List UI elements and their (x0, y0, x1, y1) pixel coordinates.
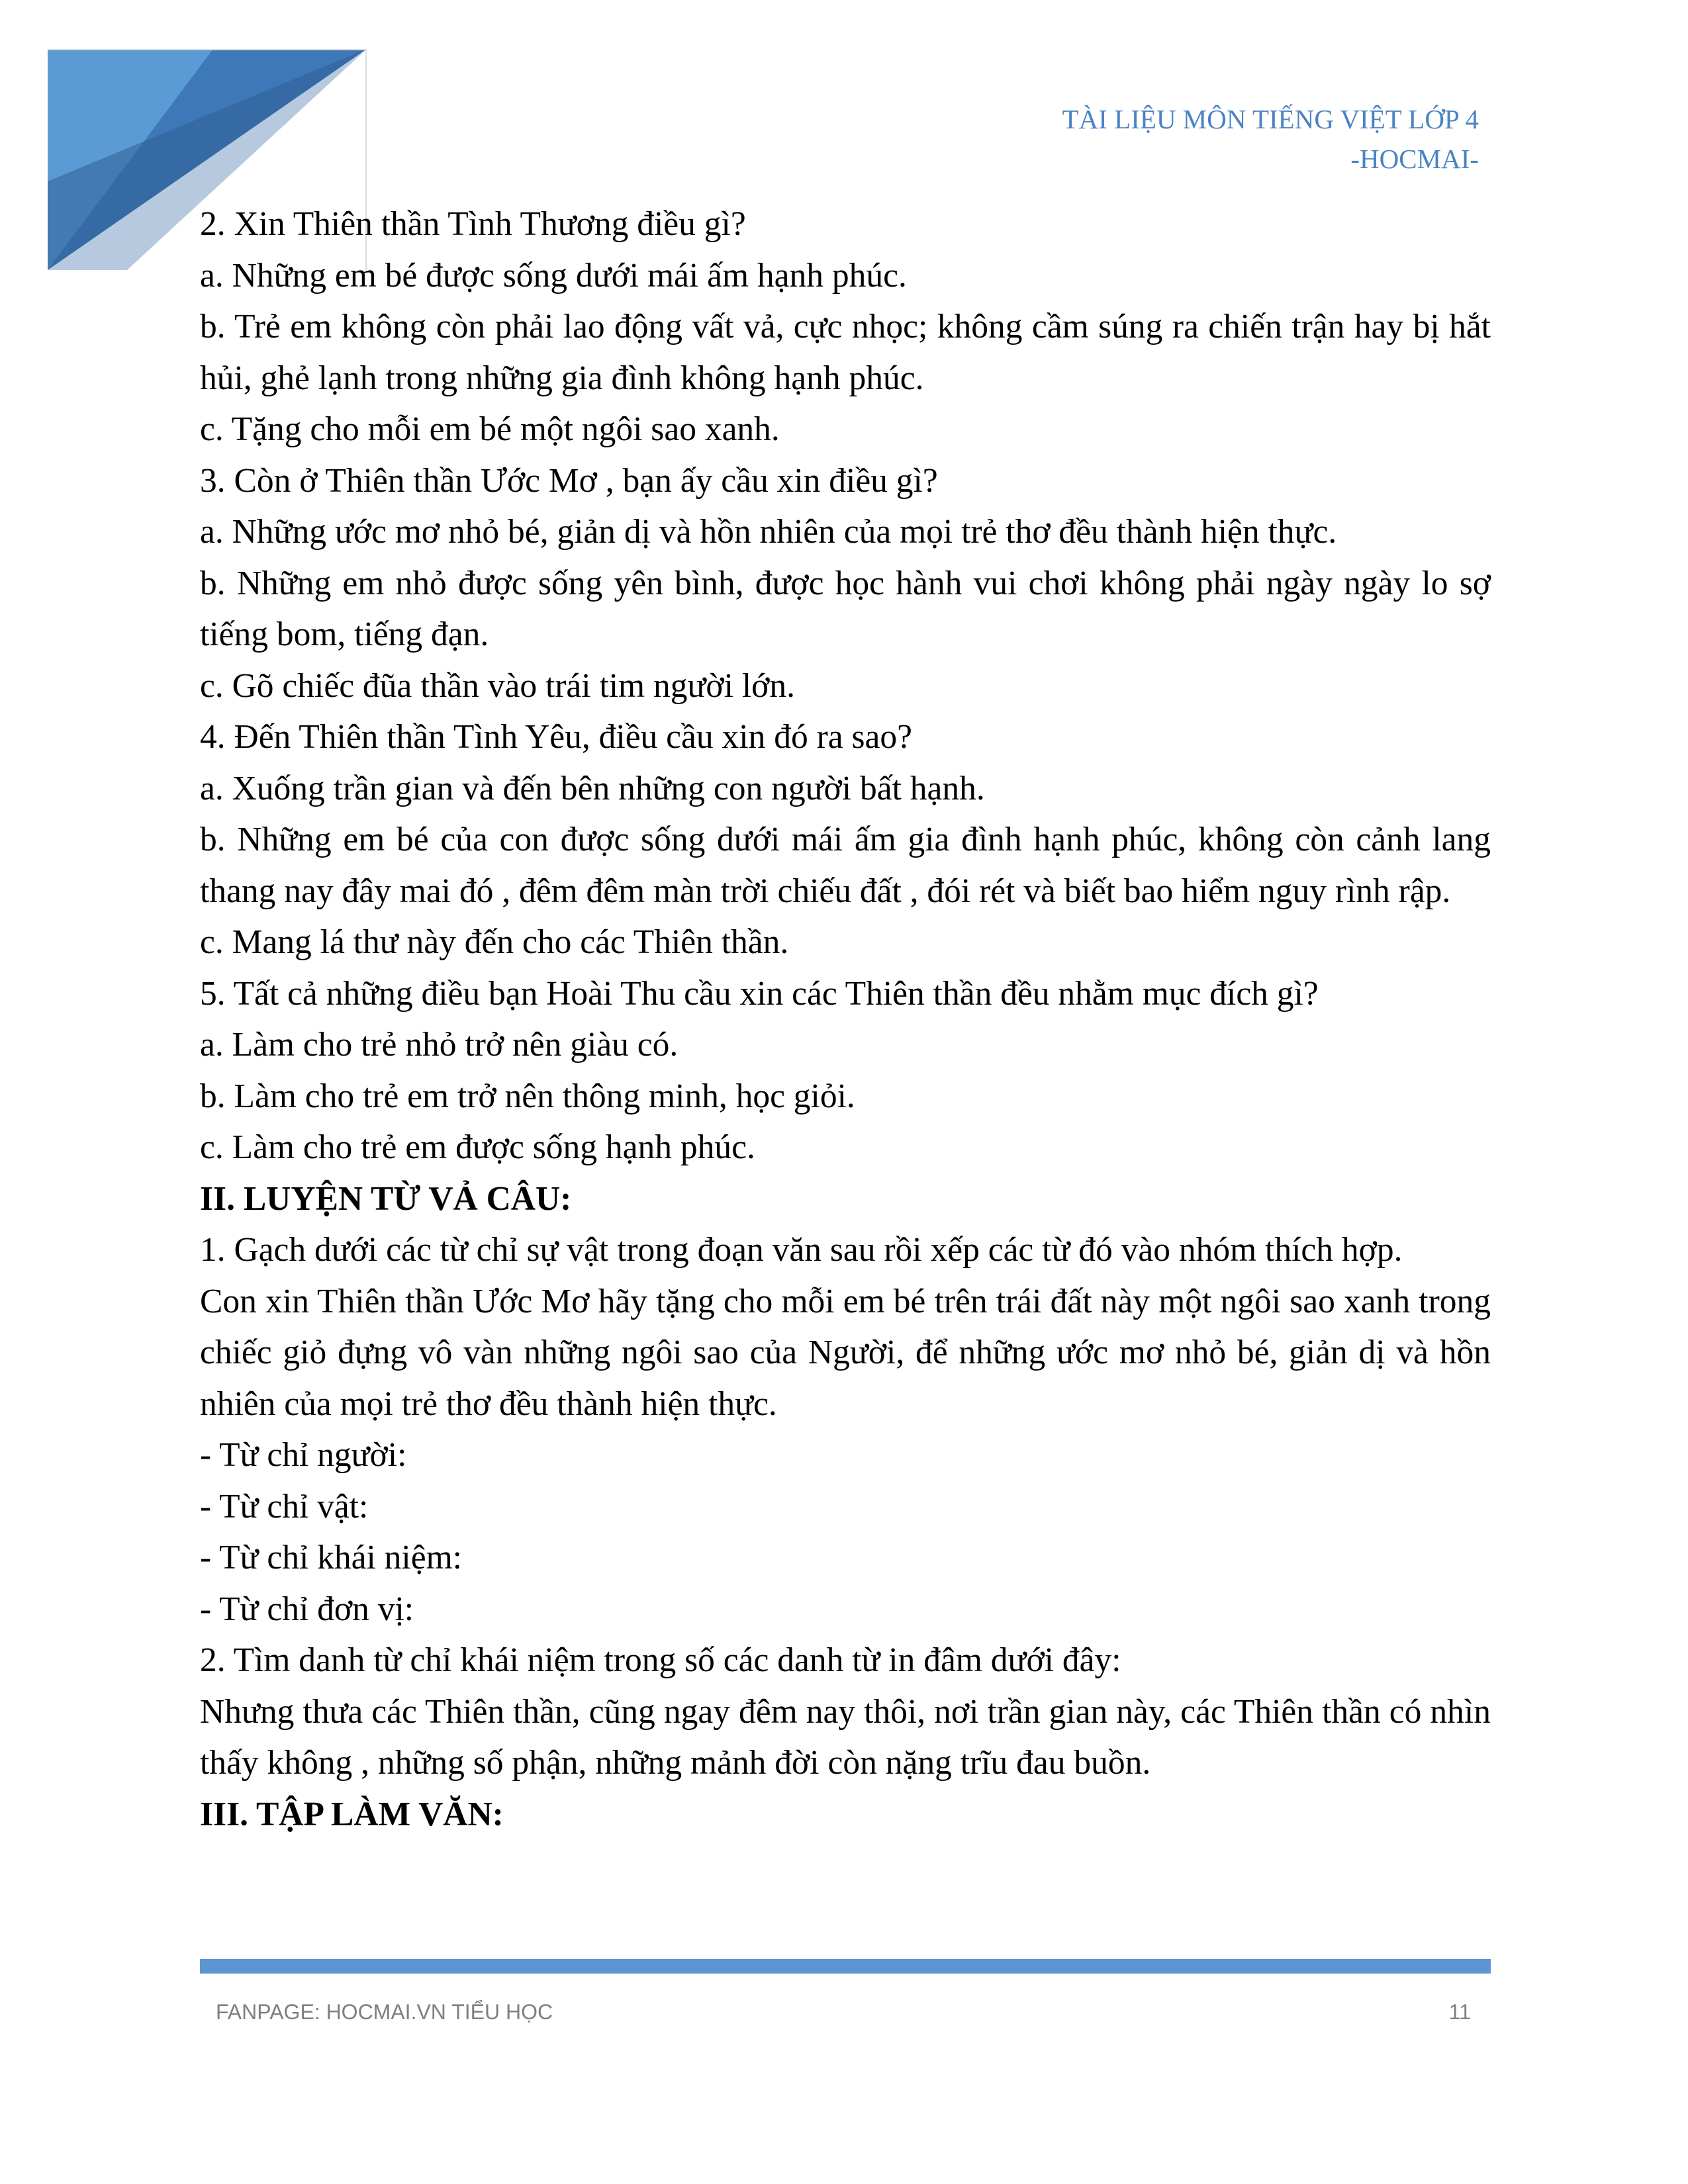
option-3a: a. Những ước mơ nhỏ bé, giản dị và hồn nhiên của mọi trẻ thơ đều thành hiện thực. (200, 513, 1337, 551)
section-heading-2: II. LUYỆN TỪ VẢ CÂU: (200, 1179, 572, 1218)
document-body (200, 199, 1491, 1840)
question-4: 4. Đến Thiên thần Tình Yêu, điều cầu xin đó ra sao? (200, 718, 912, 756)
option-4c: c. Mang lá thư này đến cho các Thiên thần. (200, 923, 789, 961)
page-header (1062, 99, 1479, 179)
header-title: TÀI LIỆU MÔN TIẾNG VIỆT LỚP 4 (1062, 104, 1479, 134)
option-5b: b. Làm cho trẻ em trở nên thông minh, học giỏi. (200, 1077, 855, 1115)
option-5a: a. Làm cho trẻ nhỏ trở nên giàu có. (200, 1026, 679, 1064)
question-3: 3. Còn ở Thiên thần Ước Mơ , bạn ấy cầu xin điều gì? (200, 461, 938, 500)
answer-line-concepts: - Từ chỉ khái niệm: (200, 1539, 462, 1576)
option-3b: b. Những em nhỏ được sống yên bình, được học hành vui chơi không phải ngày ngày lo sợ tiếng bom, tiếng đạn. (200, 564, 1491, 653)
answer-line-objects: - Từ chỉ vật: (200, 1487, 369, 1525)
header-brand: -HOCMAI- (1350, 144, 1479, 174)
option-2b: b. Trẻ em không còn phải lao động vất vả, cực nhọc; không cầm súng ra chiến trận hay bị hắt hủi, ghẻ lạnh trong những gia đình không hạnh phúc. (200, 308, 1491, 397)
exercise-1: 1. Gạch dưới các từ chỉ sự vật trong đoạn văn sau rồi xếp các từ đó vào nhóm thích hợp. (200, 1231, 1403, 1269)
answer-line-units: - Từ chỉ đơn vị: (200, 1590, 414, 1628)
page-number: 11 (1448, 2000, 1471, 2024)
option-4a: a. Xuống trần gian và đến bên những con người bất hạnh. (200, 769, 985, 807)
option-3c: c. Gõ chiếc đũa thần vào trái tim người lớn. (200, 666, 795, 705)
exercise-2-passage: Nhưng thưa các Thiên thần, cũng ngay đêm nay thôi, nơi trần gian này, các Thiên thần có nhìn thấy không , những số phận, những mảnh đời còn nặng trĩu đau buồn. (200, 1692, 1491, 1782)
section-heading-3: III. TẬP LÀM VĂN: (200, 1795, 504, 1833)
option-2a: a. Những em bé được sống dưới mái ấm hạnh phúc. (200, 256, 907, 295)
option-2c: c. Tặng cho mỗi em bé một ngôi sao xanh. (200, 410, 780, 448)
exercise-1-passage: Con xin Thiên thần Ước Mơ hãy tặng cho mỗi em bé trên trái đất này một ngôi sao xanh trong chiếc giỏ đựng vô vàn những ngôi sao của Người, để những ước mơ nhỏ bé, giản dị và hồn nhiên của mọi trẻ thơ đều thành hiện thực. (200, 1282, 1491, 1423)
answer-line-people: - Từ chỉ người: (200, 1436, 407, 1474)
footer-fanpage: FANPAGE: HOCMAI.VN TIỂU HỌC (216, 2000, 553, 2024)
option-4b: b. Những em bé của con được sống dưới mái ấm gia đình hạnh phúc, không còn cảnh lang thang nay đây mai đó , đêm đêm màn trời chiếu đất , đói rét và biết bao hiểm nguy rình rập. (200, 821, 1491, 910)
question-2: 2. Xin Thiên thần Tình Thương điều gì? (200, 205, 746, 243)
footer-divider (200, 1959, 1491, 1974)
question-5: 5. Tất cả những điều bạn Hoài Thu cầu xin các Thiên thần đều nhằm mục đích gì? (200, 974, 1319, 1013)
exercise-2: 2. Tìm danh từ chỉ khái niệm trong số các danh từ in đâm dưới đây: (200, 1641, 1121, 1679)
option-5c: c. Làm cho trẻ em được sống hạnh phúc. (200, 1128, 755, 1166)
